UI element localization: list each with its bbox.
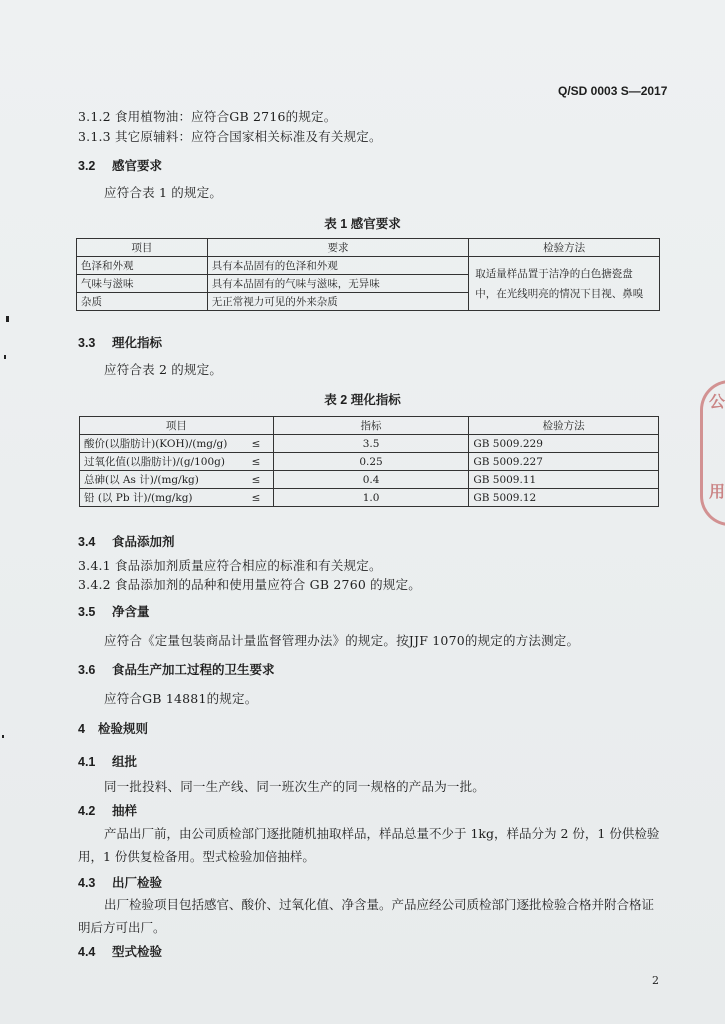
section-3-3-heading	[78, 333, 162, 351]
section-title: 检验规则	[98, 722, 149, 736]
section-3-4-heading	[78, 532, 175, 550]
table-cell-method: 取适量样品置于洁净的白色搪瓷盘中，在光线明亮的情况下目视、鼻嗅	[469, 257, 660, 311]
section-4-3-heading	[78, 873, 162, 891]
table-cell-operator: ≤	[239, 453, 273, 471]
table-cell-operator: ≤	[239, 489, 273, 507]
table-cell-operator: ≤	[239, 471, 273, 489]
table-cell-method: GB 5009.12	[469, 489, 659, 507]
table-header-row	[77, 239, 660, 257]
table-header-cell: 项目	[80, 417, 274, 435]
section-number: 4.1	[78, 755, 96, 769]
table-cell-method: GB 5009.11	[469, 471, 659, 489]
section-number: 3.2	[78, 159, 96, 173]
table2-physicochemical	[79, 416, 659, 507]
clause-3-4-1: 3.4.1 食品添加剂质量应符合相应的标准和有关规定。	[78, 558, 382, 573]
section-number: 4	[78, 722, 85, 736]
table-cell: 色泽和外观	[77, 257, 208, 275]
table-header-cell: 指标	[273, 417, 469, 435]
section-4-1-heading	[78, 752, 137, 770]
table-cell-value: 0.25	[273, 453, 469, 471]
table-cell: 具有本品固有的色泽和外观	[207, 257, 469, 275]
section-number: 4.2	[78, 804, 96, 818]
section-4-3-body: 出厂检验项目包括感官、酸价、过氧化值、净含量。产品应经公司质检部门逐批检验合格并附合格证明后方可出厂。	[78, 897, 655, 935]
table-header-row	[80, 417, 659, 435]
section-4-2-body: 产品出厂前，由公司质检部门逐批随机抽取样品，样品总量不少于 1kg，样品分为 2 份，1 份供检验用，1 份供复检备用。型式检验加倍抽样。	[78, 826, 660, 864]
section-title: 理化指标	[112, 336, 163, 350]
clause-3-1-3: 3.1.3 其它原辅料：应符合国家相关标准及有关规定。	[78, 129, 382, 144]
section-4-1-body: 同一批投料、同一生产线、同一班次生产的同一规格的产品为一批。	[104, 779, 486, 794]
table-header-cell: 项目	[77, 239, 208, 257]
clause-3-4-2: 3.4.2 食品添加剂的品种和使用量应符合 GB 2760 的规定。	[78, 577, 421, 592]
section-3-2-heading	[78, 156, 162, 174]
standard-number: Q/SD 0003 S—2017	[558, 84, 668, 98]
table-cell-operator: ≤	[239, 435, 273, 453]
table-cell-item: 总砷(以 As 计)/(mg/kg)	[80, 471, 240, 489]
table1-sensory	[76, 238, 660, 311]
section-4-2-heading	[78, 801, 137, 819]
section-number: 3.3	[78, 336, 96, 350]
table-cell-item: 铅 (以 Pb 计)/(mg/kg)	[80, 489, 240, 507]
section-number: 3.5	[78, 605, 96, 619]
table-row	[80, 435, 659, 453]
seal-char: 用	[709, 482, 725, 501]
section-3-5-heading	[78, 602, 150, 620]
section-4-4-heading	[78, 942, 162, 960]
table-cell-method: GB 5009.227	[469, 453, 659, 471]
section-title: 食品添加剂	[112, 535, 175, 549]
table-cell-item: 酸价(以脂肪计)(KOH)/(mg/g)	[80, 435, 240, 453]
table-cell: 具有本品固有的气味与滋味，无异味	[207, 275, 469, 293]
section-title: 型式检验	[112, 945, 163, 959]
table-row	[80, 453, 659, 471]
table-row	[80, 489, 659, 507]
section-3-2-body: 应符合表 1 的规定。	[104, 185, 223, 200]
table-cell: 杂质	[77, 293, 208, 311]
section-number: 3.6	[78, 663, 96, 677]
seal-char: 公	[709, 392, 725, 411]
table-cell-value: 3.5	[273, 435, 469, 453]
table-cell: 气味与滋味	[77, 275, 208, 293]
scan-speck	[6, 316, 9, 322]
section-title: 净含量	[112, 605, 150, 619]
section-4-heading	[78, 719, 148, 737]
section-3-6-heading	[78, 660, 275, 678]
section-number: 4.4	[78, 945, 96, 959]
section-title: 感官要求	[112, 159, 163, 173]
scan-speck	[4, 355, 6, 359]
page-number: 2	[652, 974, 659, 987]
table-header-cell: 检验方法	[469, 417, 659, 435]
table2-caption: 表 2 理化指标	[324, 393, 401, 407]
table1-caption: 表 1 感官要求	[324, 217, 401, 231]
table-cell-value: 1.0	[273, 489, 469, 507]
section-number: 3.4	[78, 535, 96, 549]
section-3-3-body: 应符合表 2 的规定。	[104, 362, 223, 377]
scan-speck	[2, 735, 4, 738]
section-number: 4.3	[78, 876, 96, 890]
table-header-cell: 检验方法	[469, 239, 660, 257]
section-3-6-body: 应符合GB 14881的规定。	[104, 691, 258, 706]
section-title: 出厂检验	[112, 876, 163, 890]
clause-3-1-2: 3.1.2 食用植物油：应符合GB 2716的规定。	[78, 109, 337, 124]
table-cell-item: 过氧化值(以脂肪计)/(g/100g)	[80, 453, 240, 471]
table-cell-value: 0.4	[273, 471, 469, 489]
section-title: 抽样	[112, 804, 138, 818]
table-row	[80, 471, 659, 489]
table-cell: 无正常视力可见的外来杂质	[207, 293, 469, 311]
section-title: 食品生产加工过程的卫生要求	[112, 663, 275, 677]
table-header-cell: 要求	[207, 239, 469, 257]
table-row	[77, 257, 660, 275]
table-cell-method: GB 5009.229	[469, 435, 659, 453]
official-seal-fragment	[700, 380, 725, 526]
section-title: 组批	[112, 755, 138, 769]
section-3-5-body: 应符合《定量包装商品计量监督管理办法》的规定。按JJF 1070的规定的方法测定。	[104, 633, 580, 648]
